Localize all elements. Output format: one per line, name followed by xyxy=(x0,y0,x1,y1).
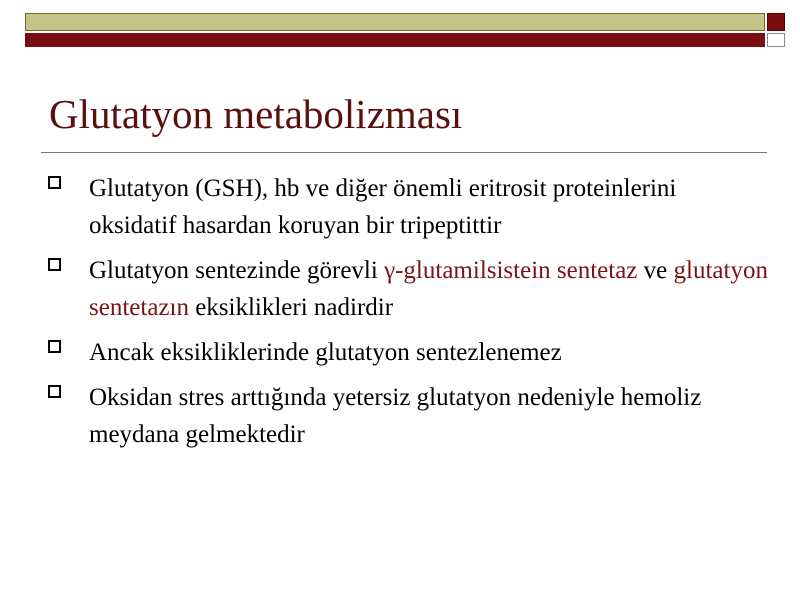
square-bullet-icon xyxy=(48,258,61,271)
slide-title: Glutatyon metabolizması xyxy=(49,91,463,137)
header-empty-square xyxy=(767,33,785,47)
bullet-item-2 xyxy=(40,252,770,326)
bullet-text-2c: eksiklikleri nadirdir xyxy=(188,294,394,321)
square-bullet-icon xyxy=(48,385,61,398)
bullet-text-3: Ancak eksikliklerinde glutatyon sentezlenemez xyxy=(89,339,562,366)
bullet-item-1 xyxy=(40,170,770,244)
bullet-text-1: Glutatyon (GSH), hb ve diğer önemli eritrosit proteinlerini oksidatif hasardan koruyan bir tripeptittir xyxy=(89,175,677,239)
title-divider xyxy=(41,152,767,153)
bullet-item-3 xyxy=(40,334,770,371)
square-bullet-icon xyxy=(48,340,61,353)
highlight-glutathione-synthetase: glutatyon sentetazın xyxy=(89,257,768,321)
bullet-text-2a: Glutatyon sentezinde görevli xyxy=(89,257,385,284)
header-red-bar xyxy=(25,33,765,47)
bullet-text-4: Oksidan stres arttığında yetersiz glutatyon nedeniyle hemoliz meydana gelmektedir xyxy=(89,384,702,448)
highlight-gamma-glutamylcysteine-synthetase: γ-glutamilsistein sentetaz xyxy=(384,257,638,284)
header-red-square xyxy=(767,13,785,31)
header-olive-bar xyxy=(25,13,765,31)
bullet-text-2b: ve xyxy=(637,257,674,284)
bullet-list xyxy=(40,170,770,461)
square-bullet-icon xyxy=(48,176,61,189)
bullet-item-4 xyxy=(40,379,770,453)
